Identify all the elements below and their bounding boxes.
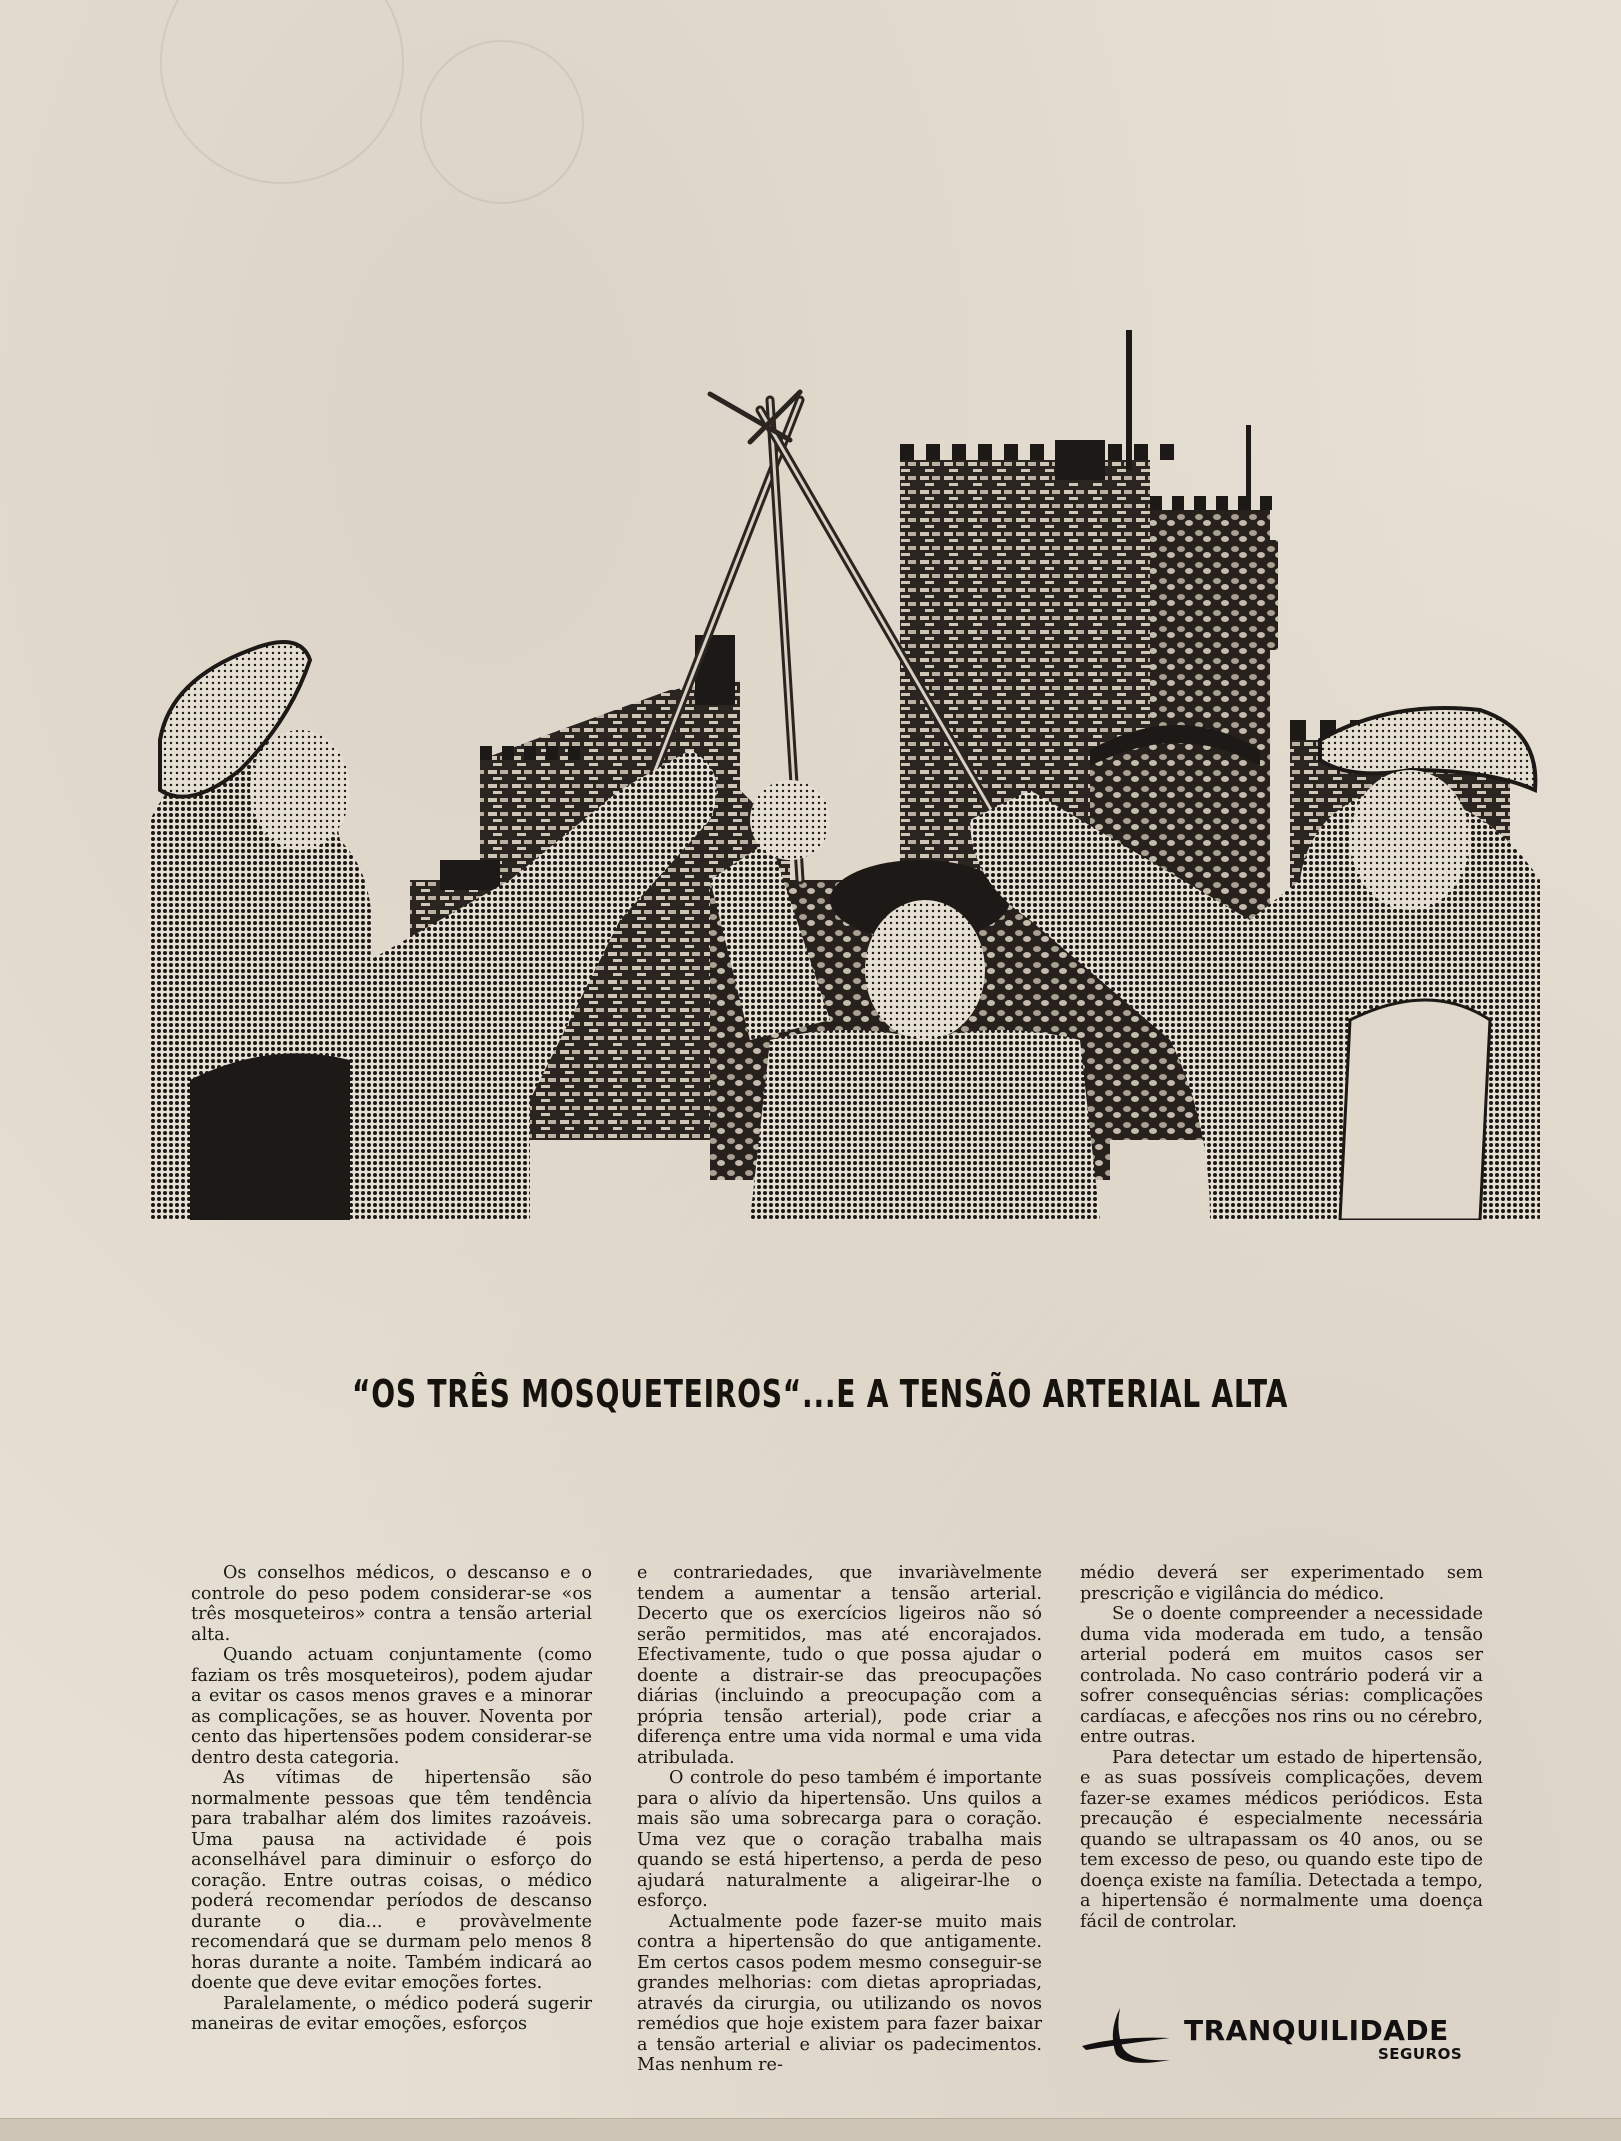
paragraph: O controle do peso também é importante para o alívio da hipertensão. Uns quilos a mais são uma sobrecarga para o coração. Uma vez que o coração trabalha mais quando se está hipertenso, a perda de peso ajudará naturalmente a aligeirar-lhe o esforço. xyxy=(637,1768,1042,1911)
show-through-shape xyxy=(420,40,584,204)
musketeers-castle-illustration xyxy=(150,320,1540,1220)
headline: “OS TRÊS MOSQUETEIROS“...E A TENSÃO ARTERIAL ALTA xyxy=(352,1372,1289,1416)
paragraph: Os conselhos médicos, o descanso e o controle do peso podem considerar-se «os três mosqueteiros» contra a tensão arterial alta. xyxy=(191,1563,592,1645)
paragraph: As vítimas de hipertensão são normalmente pessoas que têm tendência para trabalhar além dos limites razoáveis. Uma pausa na actividade é pois aconselhável para diminuir o esforço do coração. Entre outras coisas, o médico poderá recomendar períodos de descanso durante o dia... e provàvelmente recomendará que se durmam pelo menos 8 horas durante a noite. Também indicará ao doente que deve evitar emoções fortes. xyxy=(191,1768,592,1993)
paragraph: médio deverá ser experimentado sem prescrição e vigilância do médico. xyxy=(1080,1563,1483,1604)
text-column-3 xyxy=(1080,1563,1483,1932)
paragraph: Actualmente pode fazer-se muito mais contra a hipertensão do que antigamente. Em certos casos podem mesmo conseguir-se grandes melhorias: com dietas apropriadas, através da cirurgia, ou utilizando os novos remédios que hoje existem para fazer baixar a tensão arterial e aliviar os padecimentos. Mas nenhum re- xyxy=(637,1911,1042,2075)
paragraph: Se o doente compreender a necessidade duma vida moderada em tudo, a tensão arterial poderá em muitos casos ser controlada. No caso contrário poderá vir a sofrer consequências sérias: complicações cardíacas, e afecções nos rins ou no cérebro, entre outras. xyxy=(1080,1604,1483,1747)
logo-name: TRANQUILIDADE xyxy=(1184,2014,1449,2047)
text-column-2 xyxy=(637,1563,1042,2076)
page-bottom-edge xyxy=(0,2118,1621,2141)
swoosh-logo-icon xyxy=(1078,2002,1178,2072)
paragraph: Para detectar um estado de hipertensão, e as suas possíveis complicações, devem fazer-se exames médicos periódicos. Esta precaução é especialmente necessária quando se ultrapassam os 40 anos, ou se tem excesso de peso, ou quando este tipo de doença existe na família. Detectada a tempo, a hipertensão é normalmente uma doença fácil de controlar. xyxy=(1080,1747,1483,1932)
logo-subtitle: SEGUROS xyxy=(1378,2045,1463,2063)
paragraph: e contrariedades, que invariàvelmente tendem a aumentar a tensão arterial. Decerto que os exercícios ligeiros não só serão permitidos, mas até encorajados. Efectivamente, tudo o que possa ajudar o doente a distrair-se das preocupações diárias (incluindo a preocupação com a própria tensão arterial), pode criar a diferença entre uma vida normal e uma vida atribulada. xyxy=(637,1563,1042,1768)
tranquilidade-logo xyxy=(1078,2002,1498,2072)
text-column-1 xyxy=(191,1563,592,2035)
paragraph: Quando actuam conjuntamente (como faziam os três mosqueteiros), podem ajudar a evitar os casos menos graves e a minorar as complicações, se as houver. Noventa por cento das hipertensões podem considerar-se dentro desta categoria. xyxy=(191,1645,592,1768)
paragraph: Paralelamente, o médico poderá sugerir maneiras de evitar emoções, esforços xyxy=(191,1993,592,2034)
